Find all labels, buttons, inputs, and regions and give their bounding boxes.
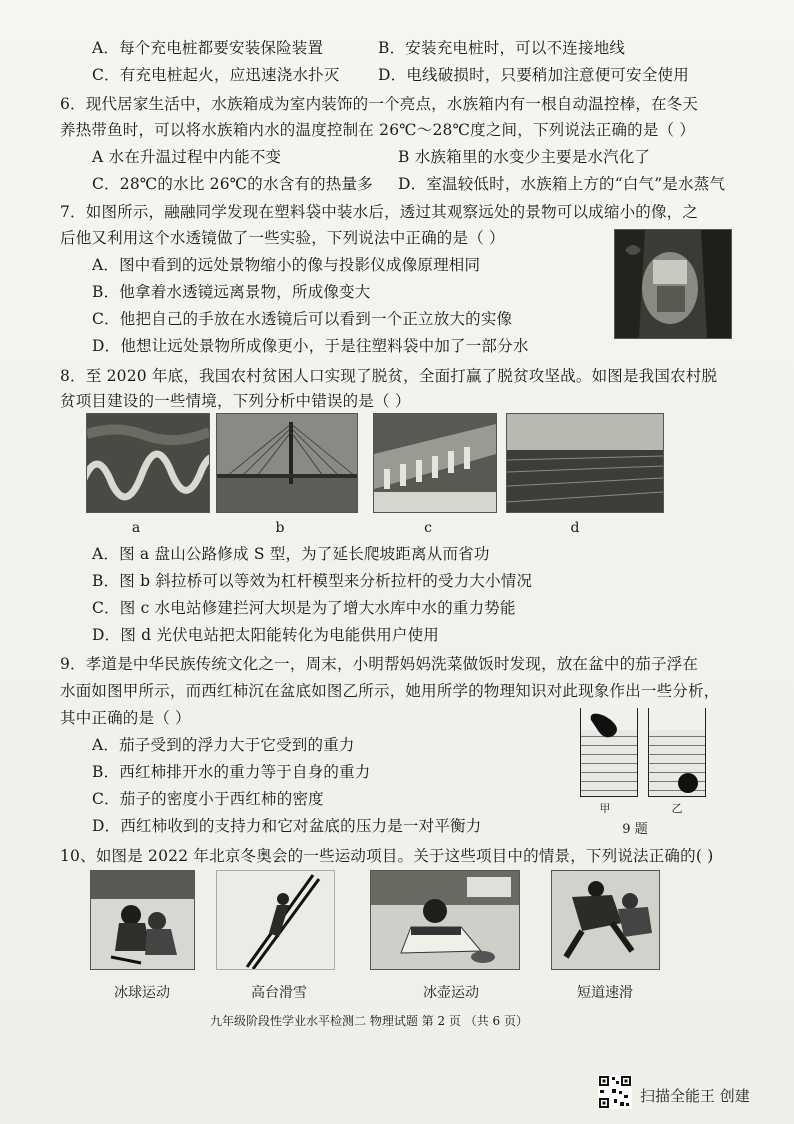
beaker-jia — [580, 708, 638, 797]
q7-option-d: D．他想让远处景物所成像更小，于是往塑料袋中加了一部分水 — [92, 337, 529, 355]
q8-option-c: C．图 c 水电站修建拦河大坝是为了增大水库中水的重力势能 — [92, 599, 516, 617]
q8-photo-a-mountain-road — [86, 413, 210, 513]
q9-option-c: C．茄子的密度小于西红柿的密度 — [92, 790, 324, 808]
q9-stem-line3: 其中正确的是（ ） — [60, 709, 191, 727]
q10-photo-ice-hockey — [90, 870, 195, 970]
q10-photo-ski-jump — [216, 870, 335, 970]
q8-photo-b-bridge — [216, 413, 358, 513]
beaker-label-jia: 甲 — [599, 802, 611, 815]
q9-stem-line2: 水面如图甲所示，而西红柿沉在盆底如图乙所示，她用所学的物理知识对此现象作出一些分析， — [60, 682, 720, 700]
q8-photo-d-solar — [506, 413, 664, 513]
q7-water-lens-photo — [614, 229, 732, 339]
q7-option-b: B．他拿着水透镜远离景物，所成像变大 — [92, 283, 371, 301]
eggplant-icon — [587, 710, 621, 738]
q8-stem-line2: 贫项目建设的一些情境，下列分析中错误的是（ ） — [60, 392, 411, 410]
beaker-yi — [648, 708, 706, 797]
q10-photo-curling — [370, 870, 520, 970]
q9-option-d: D．西红柿收到的支持力和它对盆底的压力是一对平衡力 — [92, 817, 482, 835]
q7-stem-line1: 7．如图所示，融融同学发现在塑料袋中装水后，透过其观察远处的景物可以成缩小的像，之 — [60, 203, 699, 221]
q5-option-d: D．电线破损时，只要稍加注意便可安全使用 — [378, 66, 689, 84]
page-footer: 九年级阶段性学业水平检测二 物理试题 第 2 页 （共 6 页） — [210, 1014, 528, 1028]
q10-photo-speed-skating — [551, 870, 660, 970]
q8-option-d: D．图 d 光伏电站把太阳能转化为电能供用户使用 — [92, 626, 440, 644]
q10-stem-line1: 10、如图是 2022 年北京冬奥会的一些运动项目。关于这些项目中的情景，下列说法正确的( ) — [60, 847, 714, 865]
q8-stem-line1: 8．至 2020 年底，我国农村贫困人口实现了脱贫，全面打赢了脱贫攻坚战。如图是我国农村脱 — [60, 367, 718, 385]
q9-option-a: A．茄子受到的浮力大于它受到的重力 — [92, 736, 355, 754]
q8-option-b: B．图 b 斜拉桥可以等效为杠杆模型来分析拉杆的受力大小情况 — [92, 572, 533, 590]
q8-caption-c: c — [424, 520, 432, 536]
qr-code-icon — [598, 1075, 632, 1109]
q8-caption-d: d — [570, 520, 580, 536]
q6-option-c: C．28℃的水比 26℃的水含有的热量多 — [92, 175, 373, 193]
q6-stem-line1: 6．现代居家生活中，水族箱成为室内装饰的一个亮点，水族箱内有一根自动温控棒，在冬天 — [60, 95, 699, 113]
tomato-icon — [677, 772, 699, 794]
q5-option-c: C．有充电桩起火，应迅速浇水扑灭 — [92, 66, 340, 84]
q6-option-a: A 水在升温过程中内能不变 — [92, 148, 282, 166]
q8-photo-c-dam — [373, 413, 497, 513]
q7-option-a: A．图中看到的远处景物缩小的像与投影仪成像原理相同 — [92, 256, 481, 274]
q9-stem-line1: 9．孝道是中华民族传统文化之一，周末，小明帮妈妈洗菜做饭时发现，放在盆中的茄子浮在 — [60, 655, 699, 673]
q6-option-d: D．室温较低时，水族箱上方的“白气”是水蒸气 — [398, 175, 726, 193]
q6-stem-line2: 养热带鱼时，可以将水族箱内水的温度控制在 26℃～28℃度之间，下列说法正确的是（ ） — [60, 121, 696, 139]
q10-caption-speed-skating: 短道速滑 — [577, 985, 633, 1001]
q8-caption-b: b — [275, 520, 285, 536]
q6-option-b: B 水族箱里的水变少主要是水汽化了 — [398, 148, 651, 166]
q7-option-c: C．他把自己的手放在水透镜后可以看到一个正立放大的实像 — [92, 310, 513, 328]
q9-option-b: B．西红柿排开水的重力等于自身的重力 — [92, 763, 371, 781]
q10-caption-ice-hockey: 冰球运动 — [114, 985, 170, 1001]
q9-figure-caption: 9 题 — [622, 822, 648, 837]
q5-option-a: A．每个充电桩都要安装保险装置 — [92, 39, 324, 57]
q10-caption-ski-jump: 高台滑雪 — [251, 985, 307, 1001]
q7-stem-line2: 后他又利用这个水透镜做了一些实验，下列说法中正确的是（ ） — [60, 229, 505, 247]
q5-option-b: B．安装充电桩时，可以不连接地线 — [378, 39, 626, 57]
water-jia — [581, 730, 637, 796]
scanner-watermark: 扫描全能王 创建 — [640, 1087, 750, 1105]
q10-caption-curling: 冰壶运动 — [423, 985, 479, 1001]
q8-caption-a: a — [131, 520, 141, 536]
q8-option-a: A．图 a 盘山公路修成 S 型，为了延长爬坡距离从而省功 — [92, 545, 490, 563]
beaker-label-yi: 乙 — [671, 802, 683, 815]
